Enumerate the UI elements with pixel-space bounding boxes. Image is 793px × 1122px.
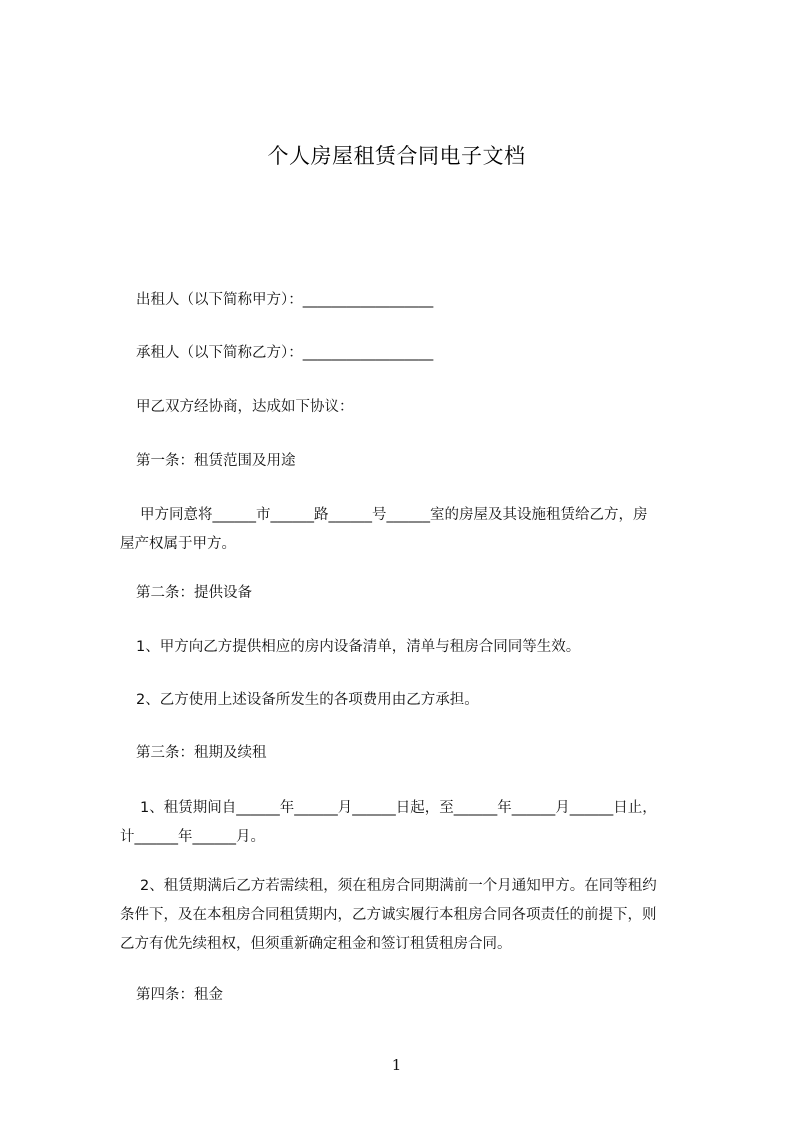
article-3-item-2-line-1: 2、租赁期满后乙方若需续租，须在租房合同期满前一个月通知甲方。在同等租约: [140, 878, 657, 894]
article-1-text-line-1: 甲方同意将______市______路______号______室的房屋及其设施租赁给乙方，房: [140, 507, 648, 523]
article-4-heading: 第四条：租金: [136, 987, 223, 1003]
page-number: 1: [391, 1056, 402, 1074]
lessee-line: 承租人（以下简称乙方）：__________________: [136, 345, 434, 361]
article-2-heading: 第二条：提供设备: [136, 585, 252, 601]
agreement-intro: 甲乙双方经协商，达成如下协议：: [136, 399, 354, 415]
lessor-line: 出租人（以下简称甲方）：__________________: [136, 292, 434, 308]
article-1-paragraph: [120, 501, 705, 559]
document-title: 个人房屋租赁合同电子文档: [267, 144, 526, 168]
article-3-item-1-line-2: 计______年______月。: [120, 829, 265, 845]
article-3-item-1-paragraph: [120, 794, 705, 852]
article-1-text-line-2: 屋产权属于甲方。: [120, 536, 236, 552]
article-3-item-2-line-2: 条件下，及在本租房合同租赁期内，乙方诚实履行本租房合同各项责任的前提下，则: [120, 907, 657, 923]
article-3-item-1-line-1: 1、租赁期间自______年______月______日起，至______年______月______日止，: [140, 800, 657, 816]
article-3-heading: 第三条：租期及续租: [136, 745, 267, 761]
article-2-item-1: 1、甲方向乙方提供相应的房内设备清单，清单与租房合同同等生效。: [136, 639, 581, 655]
article-3-item-2-line-3: 乙方有优先续租权，但须重新确定租金和签订租赁租房合同。: [120, 936, 512, 952]
article-2-item-2: 2、乙方使用上述设备所发生的各项费用由乙方承担。: [136, 692, 479, 708]
article-3-item-2-paragraph: [120, 872, 705, 959]
article-1-heading: 第一条：租赁范围及用途: [136, 453, 296, 469]
